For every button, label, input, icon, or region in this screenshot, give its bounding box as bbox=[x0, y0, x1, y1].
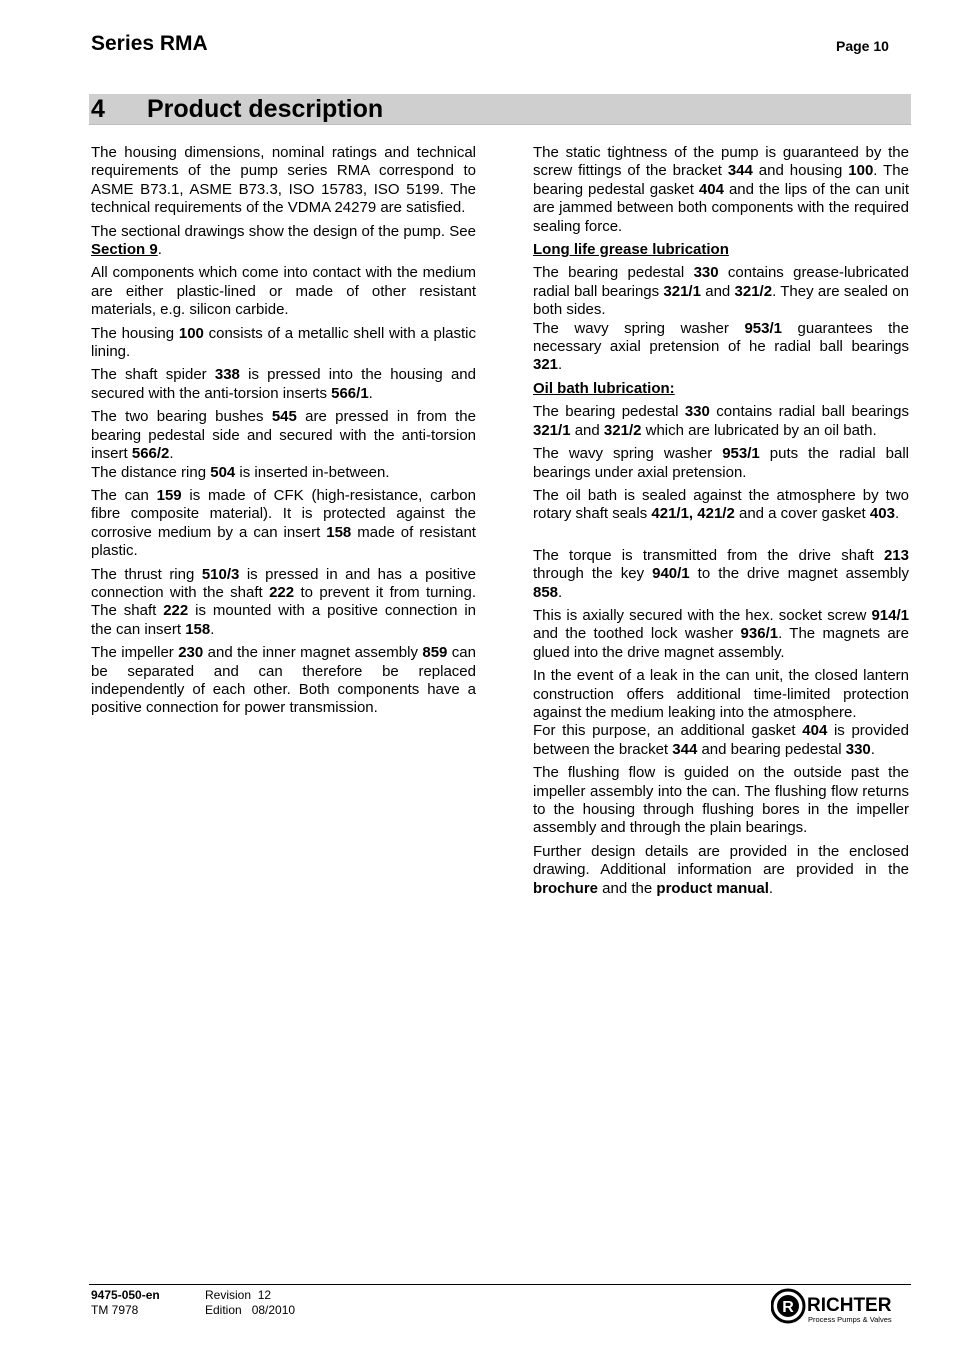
svg-text:Process Pumps & Valves: Process Pumps & Valves bbox=[808, 1315, 892, 1324]
subheading-grease-lubrication: Long life grease lubrication bbox=[533, 241, 729, 259]
paragraph: The impeller 230 and the inner magnet assembly 859 can be separated and can therefore be replaced independently of each other. Both components have a positive connection for power transmission. bbox=[91, 644, 476, 717]
document-number: 9475-050-en bbox=[91, 1288, 160, 1302]
paragraph: This is axially secured with the hex. socket screw 914/1 and the toothed lock washer 936/1. The magnets are glued into the drive magnet assembly. bbox=[533, 606, 909, 661]
page-number: Page 10 bbox=[836, 38, 889, 54]
paragraph: The bearing pedestal 330 contains radial ball bearings 321/1 and 321/2 which are lubricated by an oil bath. bbox=[533, 403, 909, 439]
paragraph: The distance ring 504 is inserted in-between. bbox=[91, 463, 390, 481]
tm-number: TM 7978 bbox=[91, 1303, 139, 1317]
svg-text:R: R bbox=[782, 1299, 794, 1316]
edition: Edition 08/2010 bbox=[205, 1303, 296, 1317]
left-column bbox=[91, 144, 476, 723]
chapter-title: Product description bbox=[147, 95, 384, 123]
chapter-number: 4 bbox=[91, 95, 105, 123]
series-title: Series RMA bbox=[91, 32, 208, 55]
paragraph: The two bearing bushes 545 are pressed in from the bearing pedestal side and secured with the anti-torsion insert 566/2. bbox=[91, 408, 476, 463]
paragraph: The can 159 is made of CFK (high-resistance, carbon fibre composite material). It is protected against the corrosive medium by a can insert 158 made of resistant plastic. bbox=[91, 486, 476, 560]
revision: Revision 12 bbox=[205, 1288, 272, 1302]
paragraph: For this purpose, an additional gasket 404 is provided between the bracket 344 and bearing pedestal 330. bbox=[533, 722, 909, 758]
subheading-oil-bath-lubrication: Oil bath lubrication: bbox=[533, 379, 675, 397]
section-9-link[interactable]: Section 9 bbox=[91, 241, 158, 259]
richter-logo bbox=[771, 1288, 907, 1326]
paragraph: The torque is transmitted from the drive shaft 213 through the key 940/1 to the drive magnet assembly 858. bbox=[533, 546, 909, 601]
right-column bbox=[533, 144, 909, 903]
svg-text:RICHTER: RICHTER bbox=[807, 1295, 892, 1316]
paragraph: The oil bath is sealed against the atmosphere by two rotary shaft seals 421/1, 421/2 and a cover gasket 403. bbox=[533, 486, 909, 523]
chapter-heading bbox=[89, 94, 911, 125]
paragraph: The bearing pedestal 330 contains grease-lubricated radial ball bearings 321/1 and 321/2. They are sealed on both sides. bbox=[533, 264, 909, 319]
paragraph: Further design details are provided in the enclosed drawing. Additional information are provided in the brochure and the product manual. bbox=[533, 842, 909, 897]
paragraph: The housing dimensions, nominal ratings and technical requirements of the pump series RMA correspond to ASME B73.1, ASME B73.3, ISO 15783, ISO 5199. The technical requirements of the VDMA 24279 are satisfied. bbox=[91, 144, 476, 217]
paragraph: The sectional drawings show the design of the pump. See Section 9. bbox=[91, 222, 476, 259]
footer-divider bbox=[89, 1284, 911, 1285]
paragraph: The shaft spider 338 is pressed into the housing and secured with the anti-torsion inserts 566/1. bbox=[91, 366, 476, 402]
paragraph: The thrust ring 510/3 is pressed in and has a positive connection with the shaft 222 to prevent it from turning. The shaft 222 is mounted with a positive connection in the can insert 158. bbox=[91, 565, 477, 638]
paragraph: The flushing flow is guided on the outside past the impeller assembly into the can. The flushing flow returns to the housing through flushing bores in the impeller assembly and through the plain bearings. bbox=[533, 764, 909, 837]
paragraph: The wavy spring washer 953/1 puts the radial ball bearings under axial pretension. bbox=[533, 445, 909, 481]
paragraph: All components which come into contact with the medium are either plastic-lined or made of other resistant materials, e.g. silicon carbide. bbox=[91, 264, 476, 319]
paragraph: The static tightness of the pump is guaranteed by the screw fittings of the bracket 344 and housing 100. The bearing pedestal gasket 404 and the lips of the can unit are jammed between both components with the required sealing force. bbox=[533, 144, 909, 235]
paragraph: The wavy spring washer 953/1 guarantees the necessary axial pretension of he radial ball bearings 321. bbox=[533, 319, 909, 374]
paragraph: In the event of a leak in the can unit, the closed lantern construction offers additional time-limited protection against the medium leaking into the atmosphere. bbox=[533, 667, 909, 721]
paragraph: The housing 100 consists of a metallic shell with a plastic lining. bbox=[91, 324, 476, 361]
